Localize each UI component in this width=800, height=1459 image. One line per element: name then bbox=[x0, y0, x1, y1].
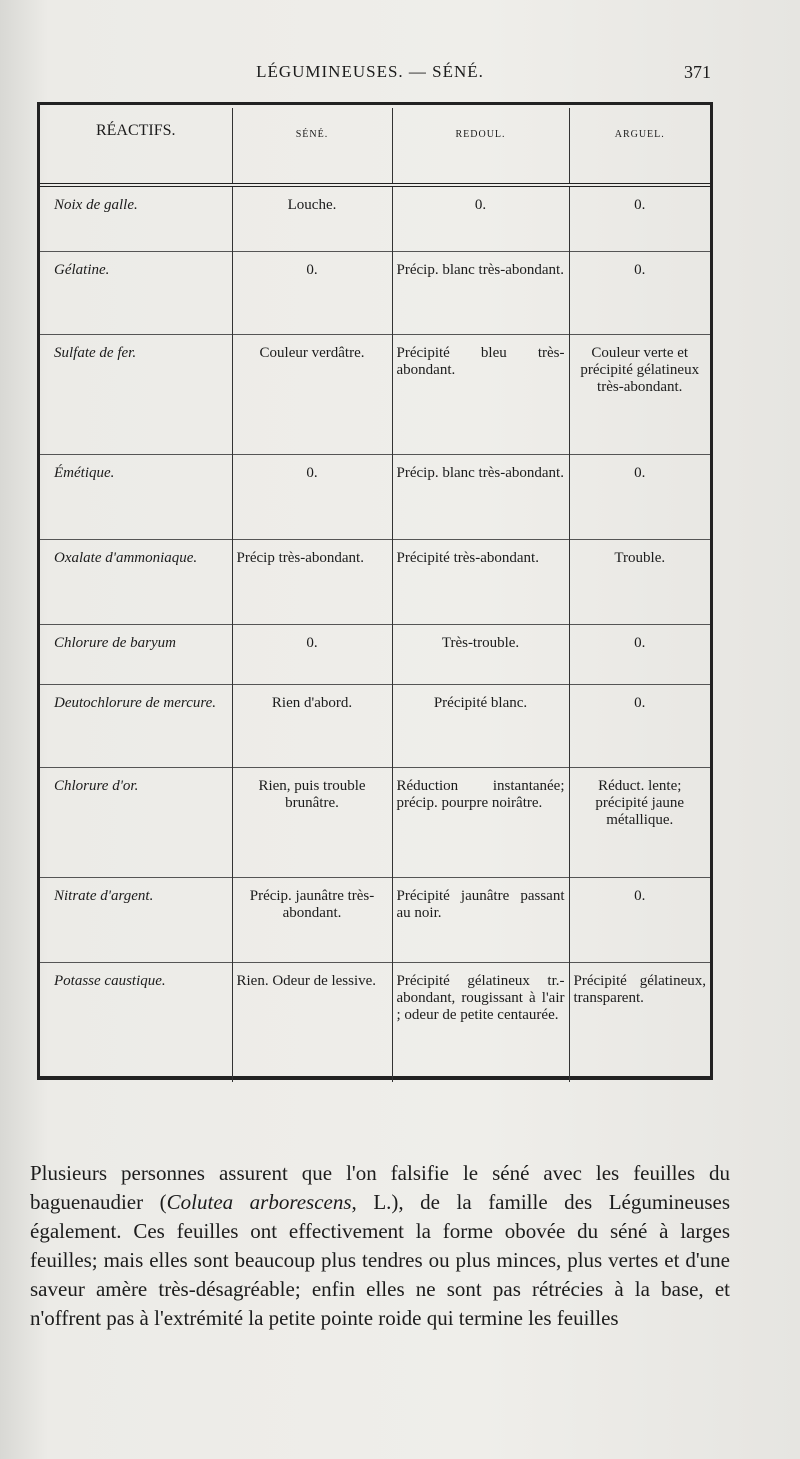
sene-cell: Rien d'abord. bbox=[232, 684, 392, 767]
arguel-cell: 0. bbox=[569, 877, 710, 962]
sene-cell: 0. bbox=[232, 454, 392, 539]
table-row bbox=[40, 624, 710, 684]
redoul-cell: Très-trouble. bbox=[392, 624, 569, 684]
paragraph-text-end: , L.), de la famille des Légumineuses également. Ces feuilles ont effectivement la forme obovée du séné à larges feuilles; mais elles sont beaucoup plus tendres ou plus minces, plus vertes et d'une saveur amère très-désagréable; enfin elles ne sont pas rétrécies à la base, et n'offrent pas à l'extrémité la petite pointe roide qui termine les feuilles bbox=[30, 1190, 731, 1330]
arguel-cell: 0. bbox=[569, 185, 710, 251]
reactif-cell: Nitrate d'argent. bbox=[40, 877, 232, 962]
paragraph-text-start: Plusieurs personnes assurent que l'on falsifie le séné avec les feuilles du baguenaudier ( bbox=[30, 1161, 730, 1214]
column-header-redoul: REDOUL. bbox=[392, 108, 569, 185]
table-header-row bbox=[40, 108, 710, 185]
reactif-cell: Émétique. bbox=[40, 454, 232, 539]
table-row bbox=[40, 454, 710, 539]
table-row bbox=[40, 962, 710, 1082]
arguel-cell: 0. bbox=[569, 454, 710, 539]
table-row bbox=[40, 684, 710, 767]
reactif-cell: Chlorure d'or. bbox=[40, 767, 232, 877]
reactif-cell: Gélatine. bbox=[40, 251, 232, 334]
reactif-cell: Oxalate d'ammoniaque. bbox=[40, 539, 232, 624]
reactif-cell: Chlorure de baryum bbox=[40, 624, 232, 684]
page-number: 371 bbox=[684, 62, 711, 82]
sene-cell: Rien. Odeur de lessive. bbox=[232, 962, 392, 1082]
redoul-cell: Précipité bleu très-abondant. bbox=[392, 334, 569, 454]
redoul-cell: Précipité blanc. bbox=[392, 684, 569, 767]
column-header-arguel: ARGUEL. bbox=[569, 108, 710, 185]
reagents-table bbox=[40, 108, 710, 1082]
reactif-cell: Deutochlorure de mercure. bbox=[40, 684, 232, 767]
sene-cell: Rien, puis trouble brunâtre. bbox=[232, 767, 392, 877]
sene-cell: Précip. jaunâtre très-abondant. bbox=[232, 877, 392, 962]
reactif-cell: Sulfate de fer. bbox=[40, 334, 232, 454]
arguel-cell: 0. bbox=[569, 251, 710, 334]
species-name: Colutea arborescens bbox=[166, 1190, 352, 1214]
sene-cell: 0. bbox=[232, 624, 392, 684]
arguel-cell: 0. bbox=[569, 684, 710, 767]
table-row bbox=[40, 334, 710, 454]
redoul-cell: 0. bbox=[392, 185, 569, 251]
sene-cell: 0. bbox=[232, 251, 392, 334]
redoul-cell: Précipité jaunâtre passant au noir. bbox=[392, 877, 569, 962]
reactif-cell: Noix de galle. bbox=[54, 197, 138, 213]
redoul-cell: Précip. blanc très-abondant. bbox=[392, 251, 569, 334]
table-row bbox=[40, 539, 710, 624]
arguel-cell: Trouble. bbox=[569, 539, 710, 624]
table-row bbox=[40, 877, 710, 962]
running-title: LÉGUMINEUSES. — SÉNÉ. bbox=[256, 62, 484, 81]
reactif-cell: Potasse caustique. bbox=[40, 962, 232, 1082]
sene-cell: Précip très-abondant. bbox=[232, 539, 392, 624]
arguel-cell: Précipité gélatineux, transparent. bbox=[569, 962, 710, 1082]
sene-cell: Couleur verdâtre. bbox=[232, 334, 392, 454]
arguel-cell: 0. bbox=[569, 624, 710, 684]
arguel-cell: Réduct. lente; précipité jaune métallique. bbox=[569, 767, 710, 877]
redoul-cell: Précip. blanc très-abondant. bbox=[392, 454, 569, 539]
arguel-cell: Couleur verte et précipité gélatineux très-abondant. bbox=[569, 334, 710, 454]
table-row bbox=[40, 185, 710, 251]
redoul-cell: Précipité très-abondant. bbox=[392, 539, 569, 624]
table-row bbox=[40, 767, 710, 877]
column-header-sene: SÉNÉ. bbox=[232, 108, 392, 185]
redoul-cell: Précipité gélatineux tr.-abondant, rougissant à l'air ; odeur de petite centaurée. bbox=[392, 962, 569, 1082]
page-header bbox=[0, 60, 800, 90]
body-paragraph bbox=[30, 1159, 730, 1333]
redoul-cell: Réduction instantanée; précip. pourpre noirâtre. bbox=[392, 767, 569, 877]
column-header-reactifs: RÉACTIFS. bbox=[40, 108, 232, 185]
sene-cell: Louche. bbox=[232, 185, 392, 251]
table-row bbox=[40, 251, 710, 334]
